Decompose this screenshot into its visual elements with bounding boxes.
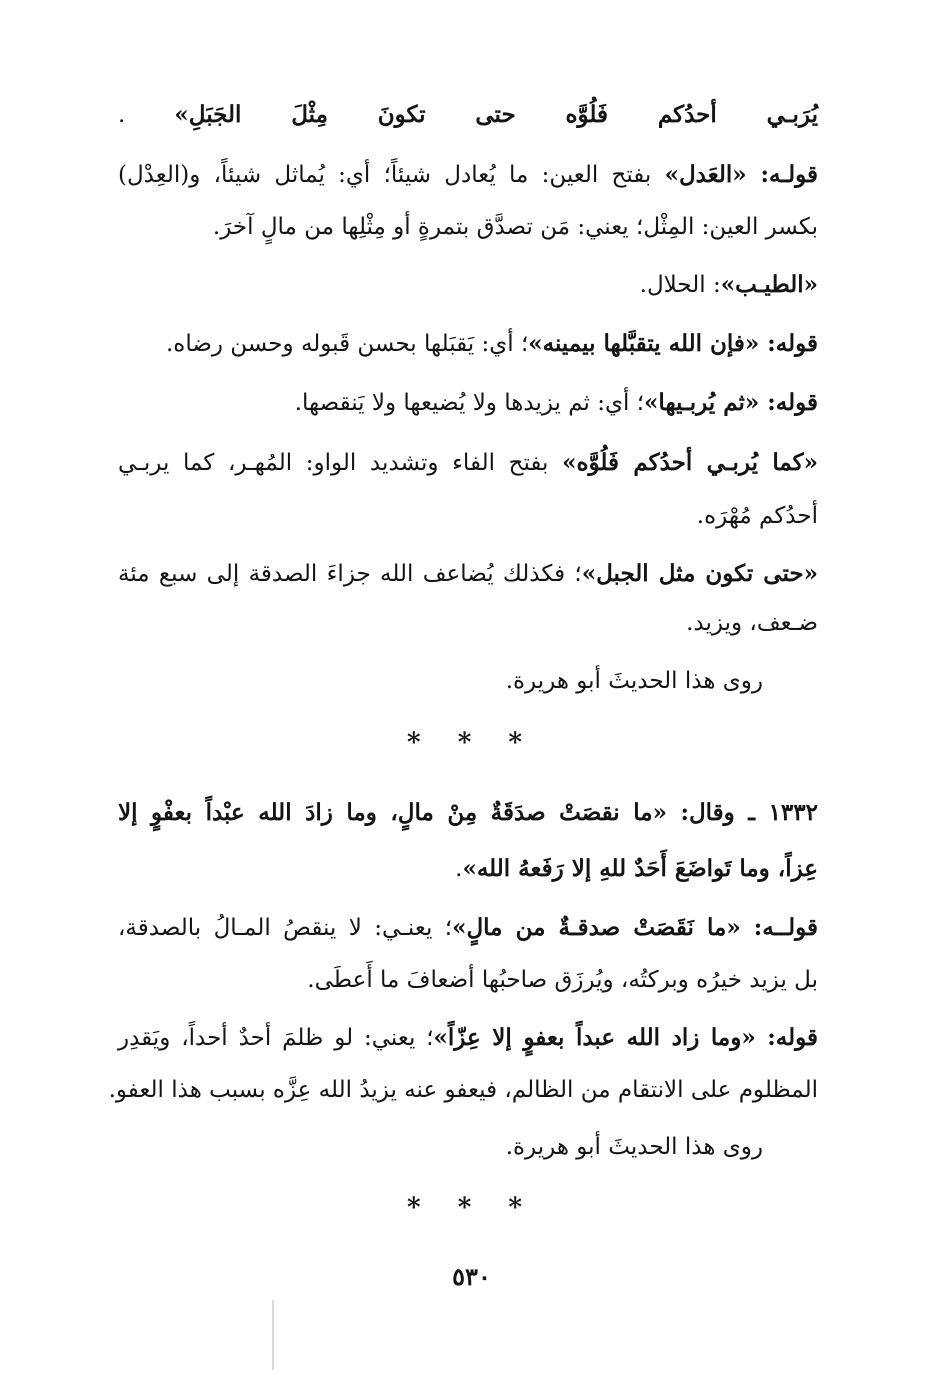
section-separator: * * * — [407, 1193, 536, 1223]
text-line: قوله: «وما زاد الله عبداً بعفوٍ إلا عِزّاً»؛ يعني: لو ظلمَ أحدٌ أحداً، ويَقدِر — [118, 1024, 818, 1051]
section-separator: * * * — [407, 728, 536, 758]
hadith-line: ١٣٣٢ ـ وقال: «ما نقصَتْ صدَقَةٌ مِنْ مالٍ، وما زادَ الله عبْداً بعفْوٍ إلا — [118, 799, 818, 826]
text-line: قوله: «فإن الله يتقبَّلها بيمينه»؛ أي: يَقبَلها بحسن قَبوله وحسن رضاه. — [165, 330, 818, 357]
text-line: ضـعف، ويزيد. — [686, 610, 818, 636]
text-line: «حتى تكون مثل الجبل»؛ فكذلك يُضاعف الله جزاءَ الصدقة إلى سبع مئة — [118, 560, 818, 587]
page-number: ٥٣٠ — [452, 1262, 491, 1291]
text-line: قوله: «ثم يُربـيها»؛ أي: ثم يزيدها ولا يُضيعها ولا يَنقصها. — [294, 389, 818, 416]
text-line: روى هذا الحديثَ أبو هريرة. — [505, 1134, 763, 1160]
text-line: قولــه: «ما نَقَصَتْ صدقـةٌ من مالٍ»؛ يعنـي: لا ينقصُ المـالُ بالصدقة، — [118, 914, 818, 941]
text-line: أحدُكم مُهْرَه. — [696, 503, 818, 529]
text-line: المظلوم على الانتقام من الظالم، فيعفو عنه يزيدُ الله عِزَّه بسبب هذا العفو. — [108, 1077, 818, 1103]
hadith-line: عِزاً، وما تَواضَعَ أَحَدٌ للهِ إلا رَفَعهُ الله». — [455, 855, 818, 882]
text-line: بكسر العين: المِثْل؛ يعني: مَن تصدَّق بتمرةٍ أو مِثْلِها من مالٍ آخرَ. — [212, 214, 818, 240]
text-line: «الطيـب»: الحلال. — [639, 271, 818, 298]
text-line: بل يزيد خيرُه وبركتُه، ويُرزَق صاحبُها أضعافَ ما أَعطَى. — [307, 967, 818, 993]
scan-artifact-line — [272, 1300, 274, 1370]
text-line: قولـه: «العَدل» بفتح العين: ما يُعادل شيئاً؛ أي: يُماثل شيئاً، و(العِدْل) — [118, 161, 818, 188]
text-line: يُرَبـي أحدُكم فَلُوَّه حتى تكونَ مِثْلَ الجَبَلِ» . — [118, 101, 818, 128]
text-line: «كما يُربـي أحدُكم فَلُوَّه» بفتح الفاء وتشديد الواو: المُهـر، كما يربـي — [118, 449, 818, 476]
text-line: روى هذا الحديثَ أبو هريرة. — [505, 668, 763, 694]
